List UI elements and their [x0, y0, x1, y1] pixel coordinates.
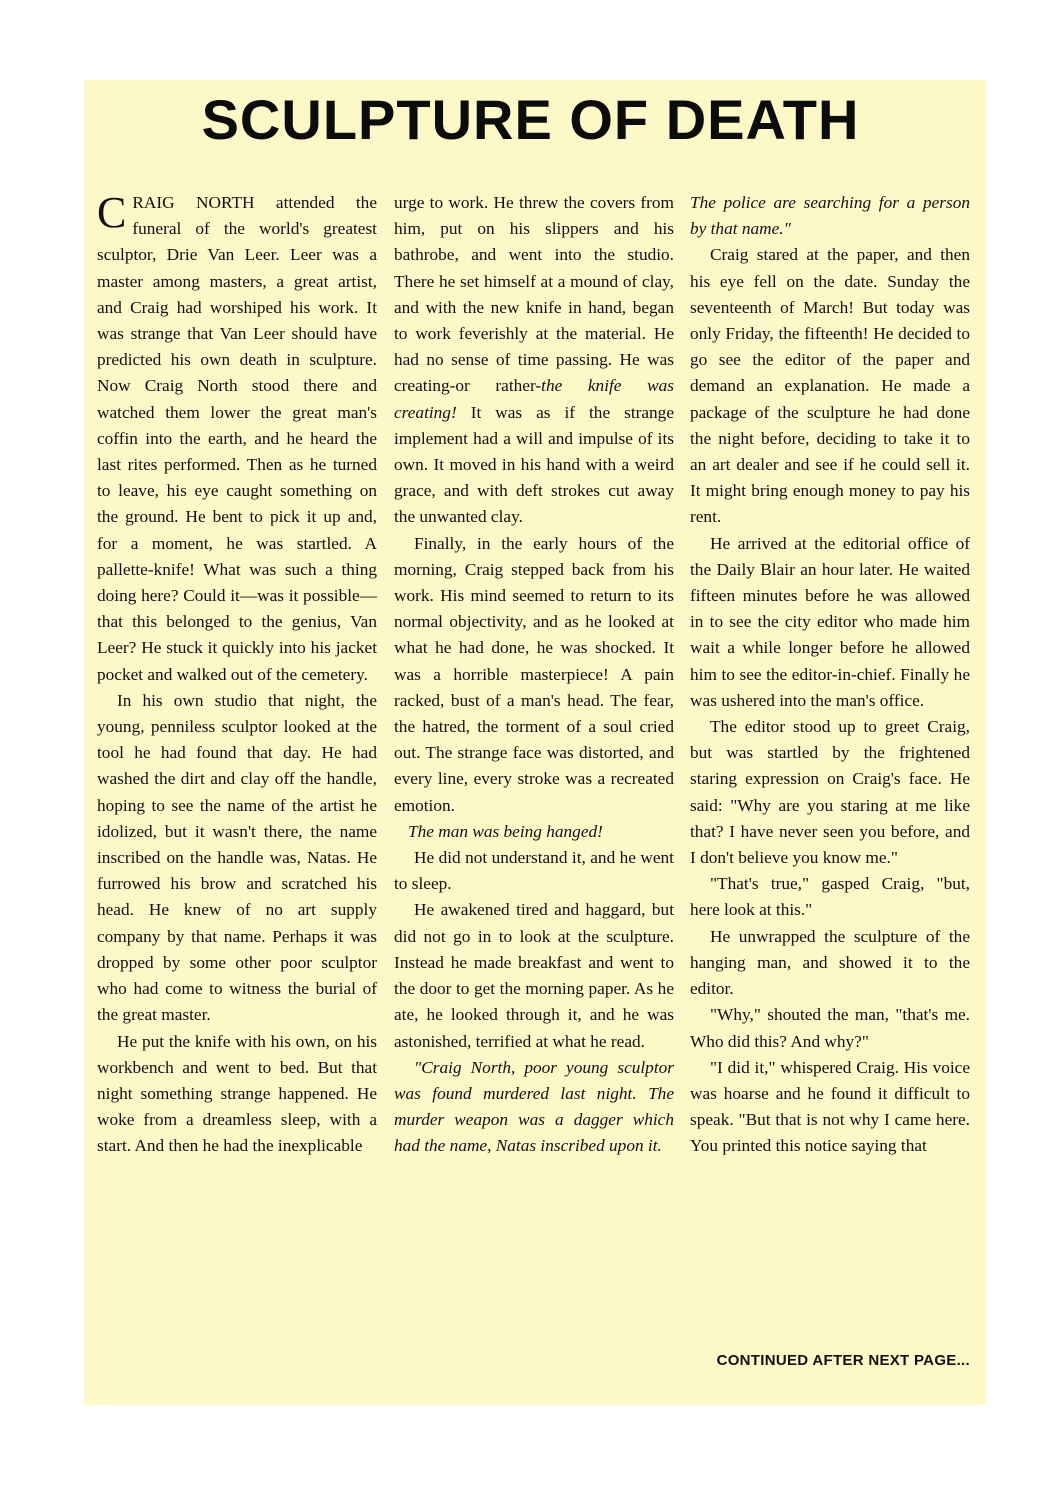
paragraph: In his own studio that night, the young, penniless sculptor looked at the tool he had found that day. He had washed the dirt and clay off the handle, hoping to see the name of the artist he idolized, but it wasn't there, the name inscribed on the handle was, Natas. He furrowed his brow and scratched his head. He knew of no art supply company by that name. Perhaps it was dropped by some other poor sculptor who had come to witness the burial of the great master. — [97, 690, 377, 1025]
paragraph: "That's true," gasped Craig, "but, here look at this." — [690, 874, 970, 920]
emphasis-text: the knife was creating! — [394, 376, 674, 422]
continued-notice: CONTINUED AFTER NEXT PAGE... — [716, 1352, 970, 1369]
paragraph: "I did it," whispered Craig. His voice was hoarse and he found it difficult to speak. "But that is not why I came here. You printed this notice saying that — [690, 1057, 970, 1156]
paragraph-text: urge to work. He threw the covers from him, put on his slippers and his bathrobe, and went into the studio. There he set himself at a mound of clay, and with the new knife in hand, began to work feverishly at the material. He had no sense of time passing. He was creating-or rather- — [394, 193, 674, 396]
text-column-3 — [690, 190, 970, 1160]
newspaper-quote-end: The police are searching for a person by that name." — [690, 193, 970, 239]
paragraph: Craig stared at the paper, and then his eye fell on the date. Sunday the seventeenth of March! But today was only Friday, the fifteenth! He decided to go see the editor of the paper and demand an explanation. He made a package of the sculpture he had done the night before, deciding to take it to an art dealer and see if he could sell it. It might bring enough money to pay his rent. — [690, 245, 970, 527]
paragraph: He put the knife with his own, on his workbench and went to bed. But that night something strange happened. He woke from a dreamless sleep, with a start. And then he had the inexplicable — [97, 1031, 377, 1156]
newspaper-quote: "Craig North, poor young sculptor was found murdered last night. The murder weapon was a dagger which had the name, Natas inscribed upon it. — [394, 1057, 674, 1156]
paragraph: Finally, in the early hours of the morning, Craig stepped back from his work. His mind seemed to return to its normal objectivity, and as he looked at what he had done, he was shocked. It was a horrible masterpiece! A pain racked, bust of a man's head. The fear, the hatred, the torment of a soul cried out. The strange face was distorted, and every line, every stroke was a recreated emotion. — [394, 533, 674, 815]
text-column-1 — [97, 190, 377, 1160]
paragraph-text: RAIG NORTH attended the funeral of the world's greatest sculptor, Drie Van Leer. Leer was a master among masters, a great artist, and Craig had worshiped his work. It was strange that Van Leer should have predicted his own death in sculpture. Now Craig North stood there and watched them lower the great man's coffin into the earth, and he heard the last rites performed. Then as he turned to leave, his eye caught something on the ground. He bent to pick it up and, for a moment, he was startled. A pallette-knife! What was such a thing doing here? Could it—was it possible—that this belonged to the genius, Van Leer? He stuck it quickly into his jacket pocket and walked out of the cemetery. — [97, 193, 377, 684]
paragraph: He arrived at the editorial office of the Daily Blair an hour later. He waited fifteen minutes before he was allowed in to see the city editor who made him wait a while longer before he allowed him to see the editor-in-chief. Finally he was ushered into the man's office. — [690, 533, 970, 710]
paragraph: "Why," shouted the man, "that's me. Who did this? And why?" — [690, 1005, 970, 1051]
text-column-2 — [394, 190, 674, 1160]
paragraph: He did not understand it, and he went to sleep. — [394, 848, 674, 894]
paragraph — [394, 190, 674, 531]
paragraph: He awakened tired and haggard, but did not go in to look at the sculpture. Instead he made breakfast and went to the door to get the morning paper. As he ate, he looked through it, and he was astonished, terrified at what he read. — [394, 900, 674, 1051]
drop-cap: C — [97, 188, 127, 237]
paragraph: He unwrapped the sculpture of the hanging man, and showed it to the editor. — [690, 926, 970, 999]
opening-paragraph — [97, 190, 377, 688]
paragraph: The editor stood up to greet Craig, but was startled by the frightened staring expression on Craig's face. He said: "Why are you staring at me like that? I have never seen you before, and I don't believe you know me." — [690, 717, 970, 868]
story-title: SCULPTURE OF DEATH — [201, 88, 860, 151]
paragraph-text: It was as if the strange implement had a will and impulse of its own. It moved in his hand with a weird grace, and with deft strokes cut away the unwanted clay. — [394, 402, 674, 527]
emphasis-line: The man was being hanged! — [408, 821, 603, 841]
